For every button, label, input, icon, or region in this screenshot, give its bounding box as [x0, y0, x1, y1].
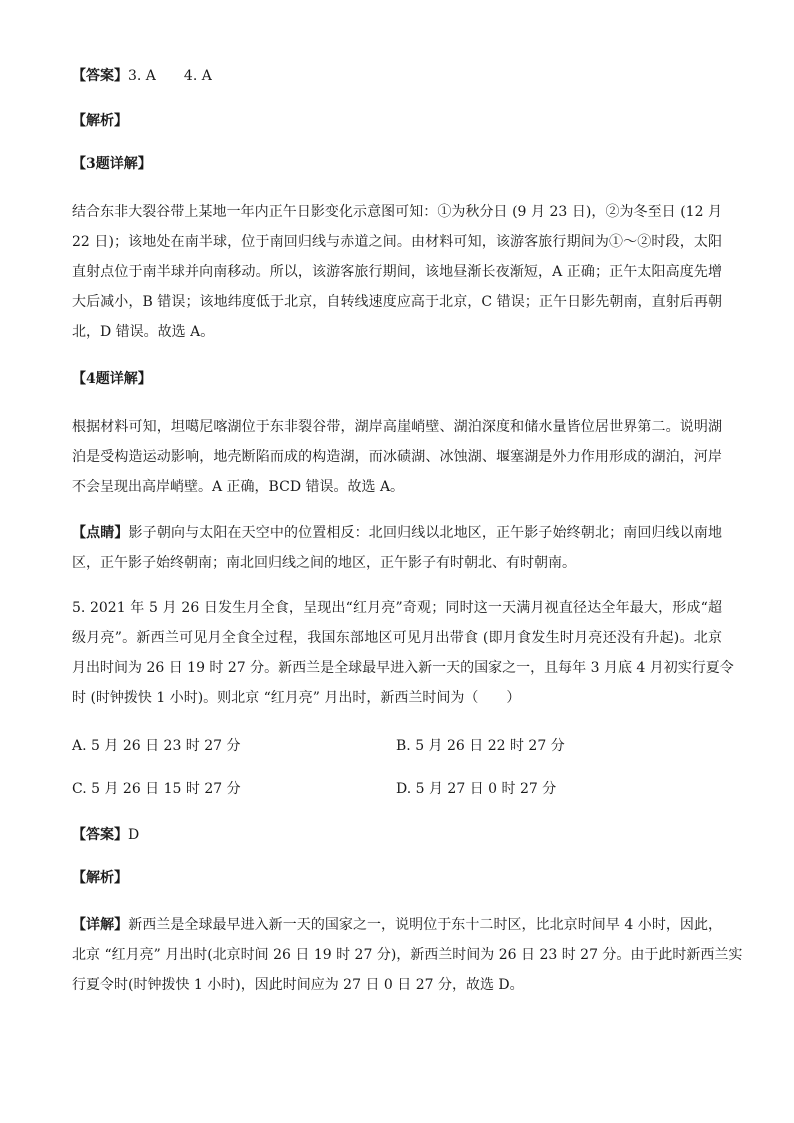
answer-5 — [72, 825, 722, 845]
q5-detail-paragraph — [72, 910, 743, 1000]
dianjing-paragraph — [72, 518, 722, 578]
q5-detail-tag: 【详解】 — [72, 917, 129, 933]
q4-detail-heading — [72, 369, 722, 389]
q3-line-3: 直射点位于南半球并向南移动。所以，该游客旅行期间，该地昼渐长夜渐短，A 正确；正午太阳高度先增 — [72, 264, 722, 280]
q4-detail-tag: 【4题详解】 — [72, 371, 152, 387]
q3-detail-tag: 【3题详解】 — [72, 156, 152, 172]
q3-line-2: 22 日)；该地处在南半球，位于南回归线与赤道之间。由材料可知，该游客旅行期间为①～②时段，太阳 — [72, 234, 722, 250]
q4-detail-paragraph — [72, 412, 722, 502]
q3-detail-heading — [72, 154, 722, 174]
q5-stem — [72, 593, 734, 713]
q3-line-1: 结合东非大裂谷带上某地一年内正午日影变化示意图可知：①为秋分日 (9 月 23 日)，②为冬至日 (12 月 — [72, 204, 722, 220]
analysis-tag: 【解析】 — [72, 113, 128, 129]
answer-text: 3. A 4. A — [128, 68, 212, 84]
dianjing-line-2: 区，正午影子始终朝南；南北回归线之间的地区，正午影子有时朝北、有时朝南。 — [72, 555, 576, 571]
answer-tag: 【答案】 — [72, 68, 128, 84]
q5-line-4: 时 (时钟拨快 1 小时)。则北京 “红月亮” 月出时，新西兰时间为（ ） — [72, 690, 521, 706]
q4-line-2: 泊是受构造运动影响，地壳断陷而成的构造湖，而冰碛湖、冰蚀湖、堰塞湖是外力作用形成的湖泊，河岸 — [72, 449, 722, 465]
q4-line-1: 根据材料可知，坦噶尼喀湖位于东非裂谷带，湖岸高崖峭壁、湖泊深度和储水量皆位居世界第二。说明湖 — [72, 419, 722, 435]
q5-detail-line-3: 行夏令时(时钟拨快 1 小时)，因此时间应为 27 日 0 日 27 分，故选 D。 — [72, 977, 524, 993]
q5-line-1: 5. 2021 年 5 月 26 日发生月全食，呈现出“红月亮”奇观；同时这一天满月视直径达全年最大，形成“超 — [72, 600, 722, 616]
dianjing-line-1 — [72, 518, 722, 548]
q3-line-4: 大后减小，B 错误；该地纬度低于北京，自转线速度应高于北京，C 错误；正午日影先朝南，直射后再朝 — [72, 294, 722, 310]
q5-option-c: C. 5 月 26 日 15 时 27 分 — [72, 781, 241, 797]
analysis-2-tag: 【解析】 — [72, 870, 128, 886]
dianjing-text-1: 影子朝向与太阳在天空中的位置相反：北回归线以北地区，正午影子始终朝北；南回归线以南地 — [128, 525, 723, 541]
q4-line-3: 不会呈现出高岸峭壁。A 正确，BCD 错误。故选 A。 — [72, 479, 405, 495]
q5-option-b: B. 5 月 26 日 22 时 27 分 — [396, 738, 565, 754]
q3-detail-paragraph — [72, 197, 722, 347]
analysis-2-heading — [72, 868, 722, 888]
q5-option-a: A. 5 月 26 日 23 时 27 分 — [72, 738, 241, 754]
answer-3-4 — [72, 66, 722, 86]
q5-line-2: 级月亮”。新西兰可见月全食全过程，我国东部地区可见月出带食 (即月食发生时月亮还没有升起)。北京 — [72, 630, 722, 646]
q5-detail-text-1: 新西兰是全球最早进入新一天的国家之一，说明位于东十二时区，比北京时间早 4 小时，因此， — [128, 917, 723, 933]
q5-line-3: 月出时间为 26 日 19 时 27 分。新西兰是全球最早进入新一天的国家之一，且每年 3 月底 4 月初实行夏令 — [72, 660, 734, 676]
dianjing-tag: 【点睛】 — [72, 525, 129, 541]
answer-5-tag: 【答案】 — [72, 827, 128, 843]
analysis-heading — [72, 111, 722, 131]
q5-detail-line-2: 北京 “红月亮” 月出时(北京时间 26 日 19 时 27 分)，新西兰时间为 26 日 23 时 27 分。由于此时新西兰实 — [72, 947, 743, 963]
q5-option-d: D. 5 月 27 日 0 时 27 分 — [396, 781, 557, 797]
answer-5-text: D — [128, 827, 140, 843]
q3-line-5: 北，D 错误。故选 A。 — [72, 324, 215, 340]
q5-detail-line-1 — [72, 910, 722, 940]
